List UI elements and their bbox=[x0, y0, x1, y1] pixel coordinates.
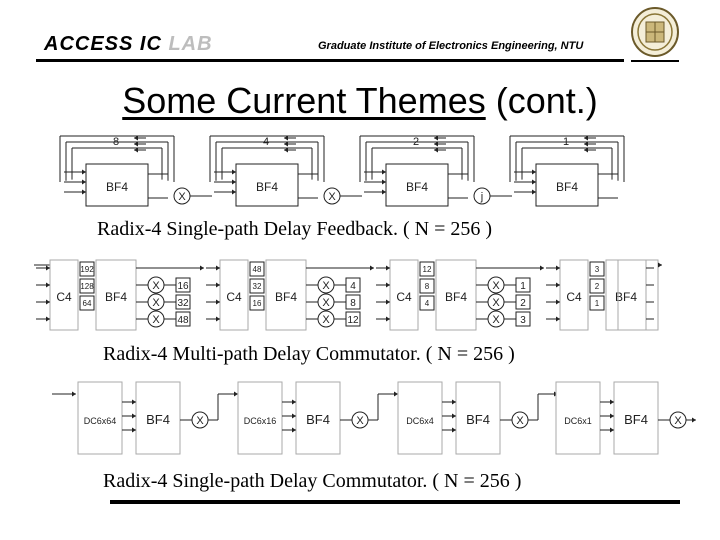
multiplier-icon bbox=[318, 311, 334, 327]
delay-label: 8 bbox=[424, 282, 430, 291]
multiplier-icon bbox=[174, 188, 190, 204]
multiplier-icon bbox=[318, 277, 334, 293]
sdc-stage bbox=[556, 382, 696, 454]
delay-label: 128 bbox=[80, 282, 94, 291]
multiplier-icon bbox=[474, 188, 490, 204]
svg-text:X: X bbox=[356, 415, 364, 427]
mdc-caption: Radix-4 Multi-path Delay Commutator. ( N = 256 ) bbox=[103, 343, 515, 365]
sdc-stage bbox=[238, 382, 398, 454]
svg-text:j: j bbox=[480, 191, 484, 203]
butterfly-label: BF4 bbox=[146, 412, 170, 427]
delay-label: 3 bbox=[594, 265, 600, 274]
delay-label: 32 bbox=[252, 282, 262, 291]
delay-label: 2 bbox=[594, 282, 600, 291]
svg-text:X: X bbox=[492, 314, 500, 326]
svg-text:X: X bbox=[328, 191, 336, 203]
butterfly-label: BF4 bbox=[614, 290, 638, 304]
multiplier-icon bbox=[488, 277, 504, 293]
commutator-label: DC6x16 bbox=[243, 416, 277, 426]
header-rule bbox=[36, 59, 624, 62]
svg-text:X: X bbox=[516, 415, 524, 427]
butterfly-label: BF4 bbox=[274, 290, 298, 304]
sdf-stage bbox=[360, 136, 512, 207]
butterfly-label: BF4 bbox=[555, 180, 579, 194]
mdc-diagram bbox=[0, 255, 720, 343]
multiplier-icon bbox=[192, 412, 208, 428]
svg-text:X: X bbox=[492, 280, 500, 292]
svg-text:X: X bbox=[322, 297, 330, 309]
commutator-label: C4 bbox=[566, 290, 582, 304]
delay-label: 4 bbox=[424, 299, 430, 308]
delay-label: 32 bbox=[177, 298, 189, 309]
delay-label: 1 bbox=[594, 299, 600, 308]
svg-text:X: X bbox=[322, 314, 330, 326]
sdc-caption: Radix-4 Single-path Delay Commutator. ( N = 256 ) bbox=[103, 470, 522, 492]
butterfly-label: BF4 bbox=[255, 180, 279, 194]
sdf-delay-label: 1 bbox=[562, 136, 570, 148]
multiplier-icon bbox=[352, 412, 368, 428]
commutator-label: C4 bbox=[56, 290, 72, 304]
multiplier-icon bbox=[670, 412, 686, 428]
delay-label: 1 bbox=[520, 281, 526, 292]
institute-name: Graduate Institute of Electronics Engineering, NTU bbox=[318, 40, 584, 52]
delay-label: 192 bbox=[80, 265, 94, 274]
svg-text:X: X bbox=[674, 415, 682, 427]
sdc-stage bbox=[78, 382, 238, 454]
sdf-stage bbox=[510, 136, 624, 207]
mdc-stage bbox=[376, 260, 544, 330]
commutator-label: C4 bbox=[226, 290, 242, 304]
butterfly-label: BF4 bbox=[466, 412, 490, 427]
sdc-stage bbox=[398, 382, 558, 454]
sdf-caption: Radix-4 Single-path Delay Feedback. ( N = 256 ) bbox=[97, 218, 493, 240]
commutator-label: DC6x64 bbox=[83, 416, 117, 426]
sdf-delay-label: 8 bbox=[112, 136, 120, 148]
mdc-stage bbox=[36, 260, 204, 330]
multiplier-icon bbox=[488, 294, 504, 310]
butterfly-label: BF4 bbox=[105, 180, 129, 194]
mdc-stage bbox=[546, 260, 662, 330]
sdf-delay-label: 2 bbox=[412, 136, 420, 148]
slide-title: Some Current Themes (cont.) bbox=[122, 80, 598, 121]
multiplier-icon bbox=[488, 311, 504, 327]
svg-text:X: X bbox=[196, 415, 204, 427]
footer-rule bbox=[110, 500, 680, 504]
svg-text:X: X bbox=[178, 191, 186, 203]
multiplier-icon bbox=[148, 311, 164, 327]
delay-label: 64 bbox=[82, 299, 92, 308]
multiplier-icon bbox=[318, 294, 334, 310]
delay-label: 12 bbox=[422, 265, 432, 274]
multiplier-icon bbox=[324, 188, 340, 204]
lab-name: ACCESS IC LAB bbox=[44, 33, 213, 55]
butterfly-label: BF4 bbox=[104, 290, 128, 304]
butterfly-label: BF4 bbox=[624, 412, 648, 427]
svg-text:X: X bbox=[492, 297, 500, 309]
multiplier-icon bbox=[512, 412, 528, 428]
delay-label: 2 bbox=[520, 298, 526, 309]
delay-label: 12 bbox=[347, 315, 359, 326]
butterfly-label: BF4 bbox=[444, 290, 468, 304]
delay-label: 4 bbox=[350, 281, 356, 292]
svg-text:X: X bbox=[322, 280, 330, 292]
delay-label: 48 bbox=[177, 315, 189, 326]
commutator-label: DC6x1 bbox=[564, 416, 592, 426]
sdc-diagram bbox=[0, 378, 720, 462]
commutator-label: C4 bbox=[396, 290, 412, 304]
delay-label: 16 bbox=[177, 281, 189, 292]
svg-text:X: X bbox=[152, 314, 160, 326]
commutator-label: DC6x4 bbox=[406, 416, 434, 426]
sdf-diagram bbox=[0, 126, 720, 212]
butterfly-label: BF4 bbox=[306, 412, 330, 427]
multiplier-icon bbox=[148, 277, 164, 293]
delay-label: 48 bbox=[252, 265, 262, 274]
multiplier-icon bbox=[148, 294, 164, 310]
svg-text:X: X bbox=[152, 280, 160, 292]
sdf-delay-label: 4 bbox=[262, 136, 270, 148]
svg-text:X: X bbox=[152, 297, 160, 309]
delay-label: 3 bbox=[520, 315, 526, 326]
delay-label: 16 bbox=[252, 299, 262, 308]
butterfly-label: BF4 bbox=[405, 180, 429, 194]
mdc-stage bbox=[206, 260, 374, 330]
ntu-seal-icon bbox=[629, 4, 681, 64]
delay-label: 8 bbox=[350, 298, 356, 309]
sdf-stage bbox=[210, 136, 362, 207]
sdf-stage bbox=[60, 136, 212, 207]
